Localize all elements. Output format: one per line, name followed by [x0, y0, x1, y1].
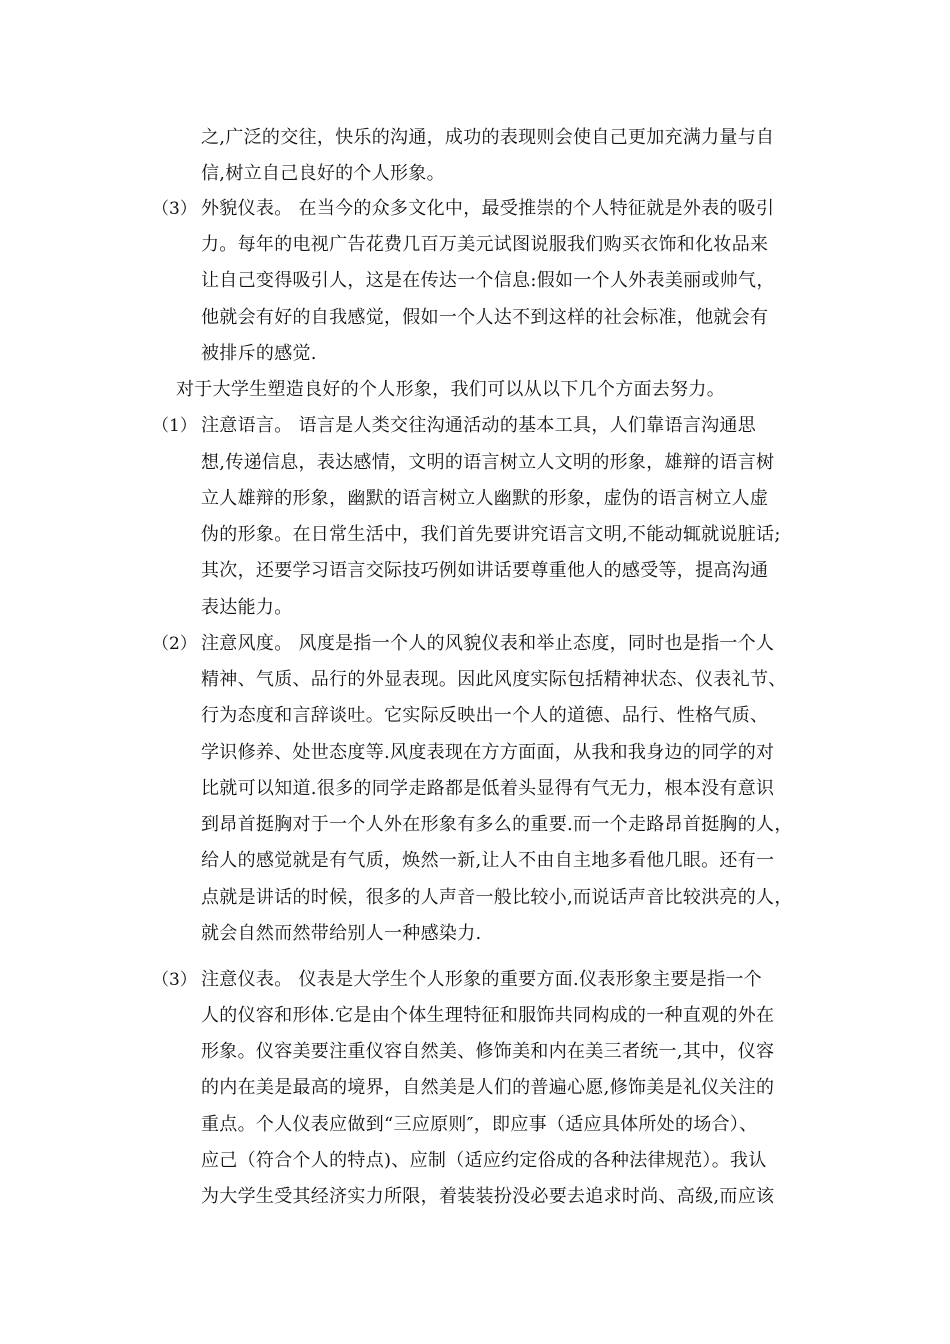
list-item-line: 的内在美是最高的境界，自然美是人们的普遍心愿,修饰美是礼仪关注的 [201, 1077, 775, 1098]
intro-paragraph: 对于大学生塑造良好的个人形象，我们可以从以下几个方面去努力。 [176, 379, 725, 400]
carryover-line: 之,广泛的交往，快乐的沟通，成功的表现则会使自己更加充满力量与自 [201, 127, 775, 148]
list-number: （2） [152, 634, 197, 654]
list-item-line: 被排斥的感觉. [201, 343, 317, 364]
list-item-line: 就会自然而然带给别人一种感染力. [201, 923, 482, 944]
list-item-line: 应己（符合个人的特点)、应制（适应约定俗成的各种法律规范）。我认 [201, 1150, 767, 1171]
list-item-line: 注意语言。 语言是人类交往沟通活动的基本工具，人们靠语言沟通思 [201, 415, 757, 436]
list-item-line: 到昂首挺胸对于一个人外在形象有多么的重要.而一个走路昂首挺胸的人， [201, 814, 793, 835]
list-item-line: 伪的形象。在日常生活中，我们首先要讲究语言文明,不能动辄就说脏话; [201, 524, 781, 545]
list-item-line: 力。每年的电视广告花费几百万美元试图说服我们购买衣饰和化妆品来 [201, 234, 769, 255]
list-item-line: 注意风度。 风度是指一个人的风貌仪表和举止态度，同时也是指一个人 [201, 633, 775, 654]
list-item-line: 立人雄辩的形象，幽默的语言树立人幽默的形象，虚伪的语言树立人虚 [201, 488, 769, 509]
list-item-line: 重点。个人仪表应做到“三应原则″，即应事（适应具体所处的场合）、 [201, 1114, 758, 1135]
list-number: （3） [152, 970, 197, 990]
list-item-line: 注意仪表。 仪表是大学生个人形象的重要方面.仪表形象主要是指一个 [201, 969, 763, 990]
list-item-line: 比就可以知道.很多的同学走路都是低着头显得有气无力，根本没有意识 [201, 778, 775, 799]
list-item-line: 精神、气质、品行的外显表现。因此风度实际包括精神状态、仪表礼节、 [201, 669, 787, 690]
list-item-line: 表达能力。 [201, 597, 293, 618]
list-item-line: 为大学生受其经济实力所限，着装装扮没必要去追求时尚、高级,而应该 [201, 1186, 775, 1207]
list-item-line: 人的仪容和形体.它是由个体生理特征和服饰共同构成的一种直观的外在 [201, 1005, 775, 1026]
carryover-line: 信,树立自己良好的个人形象。 [201, 163, 445, 184]
list-item-line: 让自己变得吸引人，这是在传达一个信息:假如一个人外表美丽或帅气， [201, 270, 775, 291]
list-item-line: 给人的感觉就是有气质，焕然一新,让人不由自主地多看他几眼。还有一 [201, 850, 775, 871]
list-item-line: 其次，还要学习语言交际技巧例如讲话要尊重他人的感受等，提高沟通 [201, 560, 769, 581]
list-number: （3） [152, 199, 197, 219]
list-item-line: 形象。仪容美要注重仪容自然美、修饰美和内在美三者统一,其中，仪容 [201, 1041, 775, 1062]
list-item-line: 学识修养、处世态度等.风度表现在方方面面，从我和我身边的同学的对 [201, 742, 775, 763]
list-item-line: 外貌仪表。 在当今的众多文化中，最受推崇的个人特征就是外表的吸引 [201, 198, 775, 219]
list-item-line: 点就是讲话的时候，很多的人声音一般比较小,而说话声音比较洪亮的人， [201, 887, 793, 908]
list-item-line: 行为态度和言辞谈吐。它实际反映出一个人的道德、品行、性格气质、 [201, 705, 769, 726]
list-number: （1） [152, 416, 197, 436]
list-item-line: 他就会有好的自我感觉，假如一个人达不到这样的社会标准，他就会有 [201, 307, 769, 328]
list-item-line: 想,传递信息，表达感情，文明的语言树立人文明的形象，雄辩的语言树 [201, 452, 775, 473]
